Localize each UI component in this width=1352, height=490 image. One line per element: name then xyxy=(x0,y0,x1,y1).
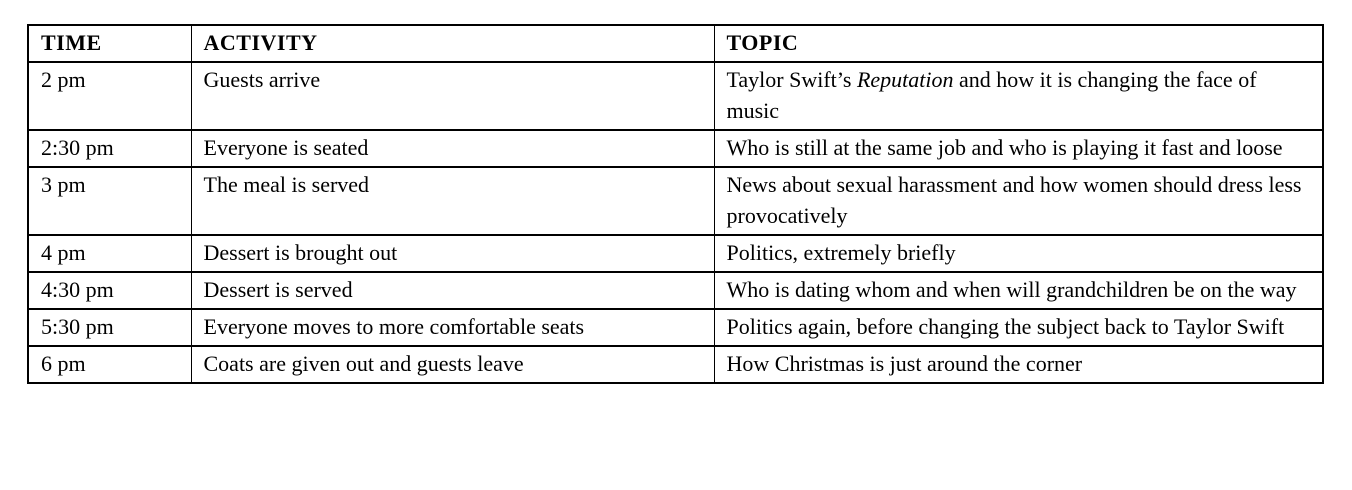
topic-cell: Politics, extremely briefly xyxy=(714,235,1323,272)
time-cell: 5:30 pm xyxy=(28,309,191,346)
table-header xyxy=(28,25,1323,62)
time-cell: 4 pm xyxy=(28,235,191,272)
time-cell: 6 pm xyxy=(28,346,191,383)
activity-cell: Everyone is seated xyxy=(191,130,714,167)
activity-cell: Dessert is brought out xyxy=(191,235,714,272)
schedule-table xyxy=(27,24,1324,384)
activity-cell: The meal is served xyxy=(191,167,714,235)
column-header-topic: TOPIC xyxy=(714,25,1323,62)
table-row xyxy=(28,235,1323,272)
activity-cell: Everyone moves to more comfortable seats xyxy=(191,309,714,346)
activity-cell: Coats are given out and guests leave xyxy=(191,346,714,383)
time-cell: 4:30 pm xyxy=(28,272,191,309)
table-row xyxy=(28,130,1323,167)
table-row xyxy=(28,272,1323,309)
table-row xyxy=(28,167,1323,235)
topic-cell: Who is still at the same job and who is playing it fast and loose xyxy=(714,130,1323,167)
activity-cell: Guests arrive xyxy=(191,62,714,130)
column-header-activity: ACTIVITY xyxy=(191,25,714,62)
topic-cell: Politics again, before changing the subject back to Taylor Swift xyxy=(714,309,1323,346)
italic-text: Reputation xyxy=(856,67,954,92)
time-cell: 3 pm xyxy=(28,167,191,235)
topic-cell: Taylor Swift’s Reputation and how it is changing the face of music xyxy=(714,62,1323,130)
column-header-time: TIME xyxy=(28,25,191,62)
table-row xyxy=(28,309,1323,346)
time-cell: 2:30 pm xyxy=(28,130,191,167)
table-row xyxy=(28,62,1323,130)
header-row xyxy=(28,25,1323,62)
topic-cell: Who is dating whom and when will grandchildren be on the way xyxy=(714,272,1323,309)
activity-cell: Dessert is served xyxy=(191,272,714,309)
table-row xyxy=(28,346,1323,383)
time-cell: 2 pm xyxy=(28,62,191,130)
topic-cell: How Christmas is just around the corner xyxy=(714,346,1323,383)
schedule-table-body xyxy=(28,62,1323,383)
topic-cell: News about sexual harassment and how women should dress less provocatively xyxy=(714,167,1323,235)
